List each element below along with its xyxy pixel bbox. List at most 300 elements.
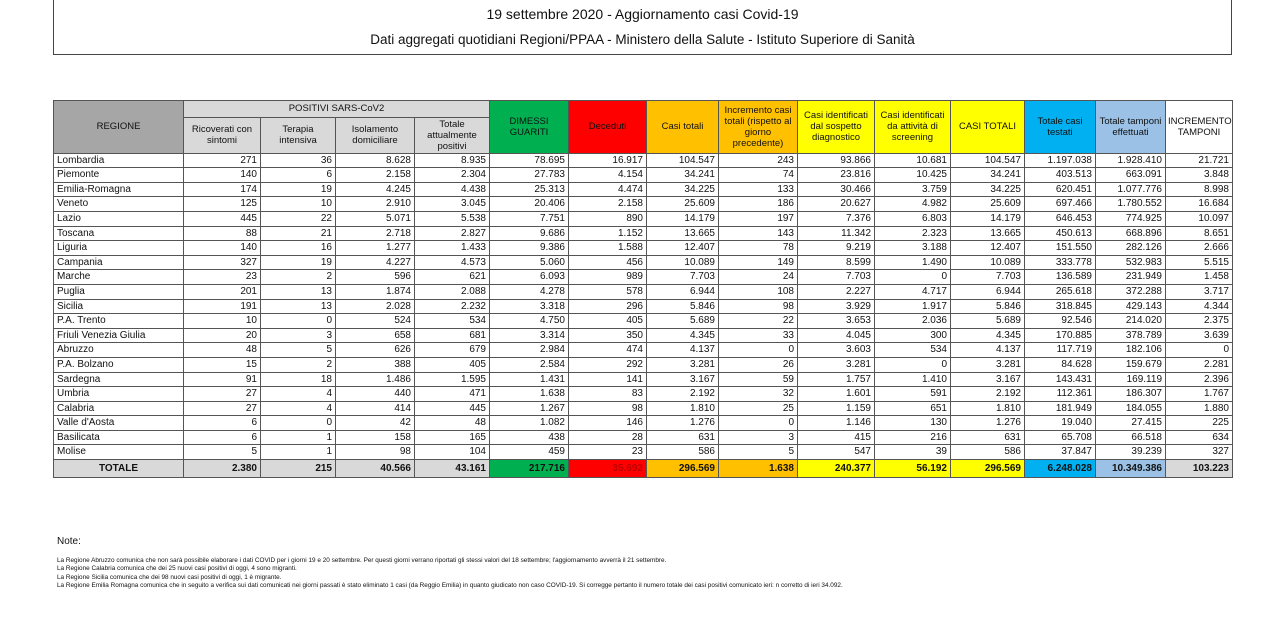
header-screening: Casi identificati da attività di screening — [875, 101, 951, 154]
cell-sospetto: 3.653 — [798, 314, 875, 329]
table-row — [54, 372, 1233, 387]
cell-incremento: 25 — [719, 401, 798, 416]
cell-tamponi: 1.928.410 — [1096, 153, 1166, 168]
cell-casi-totali-2: 5.689 — [951, 314, 1025, 329]
cell-dimessi: 4.750 — [490, 314, 569, 329]
cell-isolamento: 8.628 — [336, 153, 415, 168]
cell-casi-totali: 2.192 — [647, 387, 719, 402]
header-incremento-casi: Incremento casi totali (rispetto al giorno precedente) — [719, 101, 798, 154]
cell-sospetto: 23.816 — [798, 168, 875, 183]
cell-casi-totali-2: 3.167 — [951, 372, 1025, 387]
cell-tamponi: 159.679 — [1096, 357, 1166, 372]
cell-casi-totali: 631 — [647, 430, 719, 445]
table-row — [54, 416, 1233, 431]
cell-casi-totali-2: 3.281 — [951, 357, 1025, 372]
cell-casi-totali: 13.665 — [647, 226, 719, 241]
cell-incremento: 32 — [719, 387, 798, 402]
cell-casi-totali: 1.276 — [647, 416, 719, 431]
cell-sospetto: 1.601 — [798, 387, 875, 402]
table-row — [54, 343, 1233, 358]
cell-ricoverati: 10 — [184, 314, 261, 329]
cell-tamponi: 27.415 — [1096, 416, 1166, 431]
cell-incremento-tamponi: 2.396 — [1166, 372, 1233, 387]
header-casi-totali-2: CASI TOTALI — [951, 101, 1025, 154]
cell-incremento-tamponi: 2.281 — [1166, 357, 1233, 372]
cell-deceduti: 474 — [569, 343, 647, 358]
cell-screening: 130 — [875, 416, 951, 431]
table-row — [54, 357, 1233, 372]
cell-casi-totali: 34.225 — [647, 182, 719, 197]
cell-screening: 534 — [875, 343, 951, 358]
cell-ricoverati: 445 — [184, 211, 261, 226]
cell-incremento-tamponi: 16.684 — [1166, 197, 1233, 212]
cell-regione: Veneto — [54, 197, 184, 212]
cell-totale-positivi: 2.827 — [415, 226, 490, 241]
cell-incremento: 3 — [719, 430, 798, 445]
cell-regione: Basilicata — [54, 430, 184, 445]
table-row — [54, 226, 1233, 241]
header-dimessi: DIMESSI GUARITI — [490, 101, 569, 154]
cell-tamponi: 668.896 — [1096, 226, 1166, 241]
total-sospetto: 240.377 — [798, 460, 875, 478]
cell-dimessi: 2.984 — [490, 343, 569, 358]
cell-screening: 300 — [875, 328, 951, 343]
cell-casi-totali: 3.167 — [647, 372, 719, 387]
cell-terapia: 2 — [261, 357, 336, 372]
cell-totale-positivi: 165 — [415, 430, 490, 445]
table-row — [54, 401, 1233, 416]
report-header — [53, 0, 1232, 55]
covid-data-table — [53, 100, 1233, 478]
cell-sospetto: 2.227 — [798, 284, 875, 299]
cell-totale-positivi: 5.538 — [415, 211, 490, 226]
cell-sospetto: 3.929 — [798, 299, 875, 314]
cell-casi-totali-2: 10.089 — [951, 255, 1025, 270]
cell-dimessi: 438 — [490, 430, 569, 445]
cell-ricoverati: 327 — [184, 255, 261, 270]
header-sospetto-diagnostico: Casi identificati dal sospetto diagnostico — [798, 101, 875, 154]
total-casi-totali: 296.569 — [647, 460, 719, 478]
cell-isolamento: 1.277 — [336, 241, 415, 256]
cell-terapia: 10 — [261, 197, 336, 212]
cell-casi-totali: 34.241 — [647, 168, 719, 183]
cell-incremento: 186 — [719, 197, 798, 212]
cell-incremento-tamponi: 327 — [1166, 445, 1233, 460]
cell-tamponi: 182.106 — [1096, 343, 1166, 358]
cell-terapia: 1 — [261, 445, 336, 460]
cell-ricoverati: 191 — [184, 299, 261, 314]
cell-dimessi: 25.313 — [490, 182, 569, 197]
cell-incremento: 98 — [719, 299, 798, 314]
cell-casi-totali-2: 104.547 — [951, 153, 1025, 168]
cell-isolamento: 626 — [336, 343, 415, 358]
cell-casi-totali-2: 7.703 — [951, 270, 1025, 285]
cell-testati: 151.550 — [1025, 241, 1096, 256]
cell-terapia: 36 — [261, 153, 336, 168]
header-totale-positivi: Totale attualmente positivi — [415, 117, 490, 153]
cell-ricoverati: 23 — [184, 270, 261, 285]
cell-testati: 181.949 — [1025, 401, 1096, 416]
table-row — [54, 314, 1233, 329]
total-ricoverati: 2.380 — [184, 460, 261, 478]
cell-dimessi: 1.267 — [490, 401, 569, 416]
cell-deceduti: 292 — [569, 357, 647, 372]
cell-casi-totali: 5.846 — [647, 299, 719, 314]
note-line: La Regione Abruzzo comunica che non sarà possibile elaborare i dati COVID per i giorni 19 e 20 settembre. Per questi giorni verrano riportati gli stessi valori del 18 settembre; l'aggiornamento avverrà il 21 settembre. — [57, 557, 667, 565]
total-deceduti: 35.692 — [569, 460, 647, 478]
cell-testati: 620.451 — [1025, 182, 1096, 197]
cell-screening: 39 — [875, 445, 951, 460]
cell-casi-totali-2: 2.192 — [951, 387, 1025, 402]
cell-totale-positivi: 2.304 — [415, 168, 490, 183]
cell-screening: 0 — [875, 270, 951, 285]
total-terapia: 215 — [261, 460, 336, 478]
cell-regione: Umbria — [54, 387, 184, 402]
cell-incremento: 59 — [719, 372, 798, 387]
cell-tamponi: 663.091 — [1096, 168, 1166, 183]
cell-sospetto: 3.603 — [798, 343, 875, 358]
cell-ricoverati: 201 — [184, 284, 261, 299]
cell-totale-positivi: 104 — [415, 445, 490, 460]
cell-deceduti: 4.474 — [569, 182, 647, 197]
cell-casi-totali: 12.407 — [647, 241, 719, 256]
table-row — [54, 241, 1233, 256]
table-row — [54, 168, 1233, 183]
table-row — [54, 153, 1233, 168]
cell-sospetto: 547 — [798, 445, 875, 460]
cell-ricoverati: 271 — [184, 153, 261, 168]
cell-tamponi: 39.239 — [1096, 445, 1166, 460]
cell-incremento-tamponi: 2.375 — [1166, 314, 1233, 329]
total-regione: TOTALE — [54, 460, 184, 478]
cell-isolamento: 5.071 — [336, 211, 415, 226]
cell-dimessi: 78.695 — [490, 153, 569, 168]
cell-screening: 1.410 — [875, 372, 951, 387]
cell-casi-totali-2: 6.944 — [951, 284, 1025, 299]
cell-regione: Lombardia — [54, 153, 184, 168]
cell-regione: Molise — [54, 445, 184, 460]
cell-incremento: 5 — [719, 445, 798, 460]
cell-sospetto: 3.281 — [798, 357, 875, 372]
cell-casi-totali-2: 1.810 — [951, 401, 1025, 416]
cell-isolamento: 524 — [336, 314, 415, 329]
cell-incremento: 78 — [719, 241, 798, 256]
cell-dimessi: 1.638 — [490, 387, 569, 402]
cell-testati: 136.589 — [1025, 270, 1096, 285]
header-incremento-tamponi: INCREMENTO TAMPONI — [1166, 101, 1233, 154]
cell-sospetto: 93.866 — [798, 153, 875, 168]
cell-tamponi: 378.789 — [1096, 328, 1166, 343]
cell-totale-positivi: 1.595 — [415, 372, 490, 387]
cell-casi-totali-2: 631 — [951, 430, 1025, 445]
cell-ricoverati: 6 — [184, 430, 261, 445]
cell-regione: P.A. Bolzano — [54, 357, 184, 372]
cell-ricoverati: 125 — [184, 197, 261, 212]
cell-terapia: 0 — [261, 314, 336, 329]
cell-deceduti: 23 — [569, 445, 647, 460]
cell-terapia: 21 — [261, 226, 336, 241]
cell-casi-totali: 586 — [647, 445, 719, 460]
note-line: La Regione Emilia Romagna comunica che in seguito a verifica sui dati comunicati nei giorni passati è stato eliminato 1 casi (da Reggio Emilia) in quanto giudicato non caso COVID-19. Si corregge pertanto il numero totale dei casi positivi comunicato ieri: n corretto di ieri 34.092. — [57, 581, 843, 589]
total-row — [54, 460, 1233, 478]
cell-testati: 37.847 — [1025, 445, 1096, 460]
cell-totale-positivi: 3.045 — [415, 197, 490, 212]
cell-tamponi: 214.020 — [1096, 314, 1166, 329]
cell-regione: Abruzzo — [54, 343, 184, 358]
cell-terapia: 19 — [261, 255, 336, 270]
cell-deceduti: 146 — [569, 416, 647, 431]
cell-deceduti: 456 — [569, 255, 647, 270]
cell-dimessi: 2.584 — [490, 357, 569, 372]
total-incremento-tamponi: 103.223 — [1166, 460, 1233, 478]
cell-testati: 112.361 — [1025, 387, 1096, 402]
cell-regione: Sardegna — [54, 372, 184, 387]
cell-regione: Friuli Venezia Giulia — [54, 328, 184, 343]
cell-dimessi: 459 — [490, 445, 569, 460]
cell-isolamento: 1.486 — [336, 372, 415, 387]
cell-screening: 2.323 — [875, 226, 951, 241]
report-subtitle: Dati aggregati quotidiani Regioni/PPAA - Ministero della Salute - Istituto Superiore di Sanità — [370, 32, 915, 47]
header-casi-testati: Totale casi testati — [1025, 101, 1096, 154]
header-regione: REGIONE — [54, 101, 184, 154]
cell-sospetto: 8.599 — [798, 255, 875, 270]
cell-casi-totali: 25.609 — [647, 197, 719, 212]
cell-dimessi: 6.093 — [490, 270, 569, 285]
cell-tamponi: 372.288 — [1096, 284, 1166, 299]
cell-totale-positivi: 471 — [415, 387, 490, 402]
cell-incremento-tamponi: 225 — [1166, 416, 1233, 431]
cell-deceduti: 28 — [569, 430, 647, 445]
cell-ricoverati: 140 — [184, 168, 261, 183]
cell-ricoverati: 140 — [184, 241, 261, 256]
notes-title: Note: — [57, 536, 81, 547]
cell-casi-totali: 1.810 — [647, 401, 719, 416]
cell-deceduti: 16.917 — [569, 153, 647, 168]
cell-dimessi: 7.751 — [490, 211, 569, 226]
cell-deceduti: 1.588 — [569, 241, 647, 256]
total-incremento: 1.638 — [719, 460, 798, 478]
cell-incremento: 197 — [719, 211, 798, 226]
cell-tamponi: 1.077.776 — [1096, 182, 1166, 197]
cell-dimessi: 9.686 — [490, 226, 569, 241]
cell-incremento-tamponi: 3.717 — [1166, 284, 1233, 299]
cell-terapia: 22 — [261, 211, 336, 226]
cell-sospetto: 7.376 — [798, 211, 875, 226]
cell-sospetto: 20.627 — [798, 197, 875, 212]
cell-isolamento: 440 — [336, 387, 415, 402]
cell-deceduti: 989 — [569, 270, 647, 285]
table-row — [54, 387, 1233, 402]
cell-tamponi: 532.983 — [1096, 255, 1166, 270]
cell-terapia: 19 — [261, 182, 336, 197]
header-isolamento: Isolamento domiciliare — [336, 117, 415, 153]
cell-testati: 318.845 — [1025, 299, 1096, 314]
cell-ricoverati: 48 — [184, 343, 261, 358]
cell-testati: 265.618 — [1025, 284, 1096, 299]
cell-screening: 6.803 — [875, 211, 951, 226]
cell-terapia: 6 — [261, 168, 336, 183]
cell-totale-positivi: 445 — [415, 401, 490, 416]
cell-incremento-tamponi: 2.666 — [1166, 241, 1233, 256]
table-row — [54, 211, 1233, 226]
cell-testati: 403.513 — [1025, 168, 1096, 183]
header-terapia-intensiva: Terapia intensiva — [261, 117, 336, 153]
cell-isolamento: 2.910 — [336, 197, 415, 212]
cell-incremento-tamponi: 634 — [1166, 430, 1233, 445]
cell-incremento: 24 — [719, 270, 798, 285]
header-positivi-group: POSITIVI SARS-CoV2 — [184, 101, 490, 118]
cell-sospetto: 4.045 — [798, 328, 875, 343]
cell-screening: 1.490 — [875, 255, 951, 270]
cell-incremento: 0 — [719, 343, 798, 358]
cell-regione: Calabria — [54, 401, 184, 416]
cell-incremento-tamponi: 1.767 — [1166, 387, 1233, 402]
cell-regione: Piemonte — [54, 168, 184, 183]
note-line: La Regione Calabria comunica che dei 25 nuovi casi positivi di oggi, 4 sono migranti. — [57, 565, 297, 573]
cell-isolamento: 158 — [336, 430, 415, 445]
cell-screening: 3.759 — [875, 182, 951, 197]
cell-screening: 1.917 — [875, 299, 951, 314]
cell-dimessi: 3.318 — [490, 299, 569, 314]
cell-ricoverati: 15 — [184, 357, 261, 372]
cell-sospetto: 415 — [798, 430, 875, 445]
cell-tamponi: 66.518 — [1096, 430, 1166, 445]
cell-sospetto: 30.466 — [798, 182, 875, 197]
cell-casi-totali-2: 1.276 — [951, 416, 1025, 431]
cell-terapia: 4 — [261, 387, 336, 402]
cell-testati: 1.197.038 — [1025, 153, 1096, 168]
cell-terapia: 13 — [261, 284, 336, 299]
header-ricoverati: Ricoverati con sintomi — [184, 117, 261, 153]
cell-incremento-tamponi: 8.651 — [1166, 226, 1233, 241]
cell-casi-totali-2: 34.225 — [951, 182, 1025, 197]
total-dimessi: 217.716 — [490, 460, 569, 478]
cell-isolamento: 658 — [336, 328, 415, 343]
cell-deceduti: 405 — [569, 314, 647, 329]
cell-regione: Puglia — [54, 284, 184, 299]
cell-deceduti: 141 — [569, 372, 647, 387]
cell-testati: 19.040 — [1025, 416, 1096, 431]
table-row — [54, 445, 1233, 460]
cell-incremento: 74 — [719, 168, 798, 183]
cell-isolamento: 42 — [336, 416, 415, 431]
cell-isolamento: 2.718 — [336, 226, 415, 241]
cell-isolamento: 388 — [336, 357, 415, 372]
cell-terapia: 3 — [261, 328, 336, 343]
cell-ricoverati: 91 — [184, 372, 261, 387]
cell-isolamento: 4.245 — [336, 182, 415, 197]
cell-dimessi: 4.278 — [490, 284, 569, 299]
cell-screening: 4.982 — [875, 197, 951, 212]
cell-incremento-tamponi: 21.721 — [1166, 153, 1233, 168]
cell-incremento: 143 — [719, 226, 798, 241]
cell-totale-positivi: 621 — [415, 270, 490, 285]
cell-totale-positivi: 2.088 — [415, 284, 490, 299]
cell-totale-positivi: 681 — [415, 328, 490, 343]
cell-incremento-tamponi: 1.458 — [1166, 270, 1233, 285]
cell-isolamento: 98 — [336, 445, 415, 460]
cell-regione: Lazio — [54, 211, 184, 226]
cell-ricoverati: 20 — [184, 328, 261, 343]
table-row — [54, 255, 1233, 270]
cell-dimessi: 1.082 — [490, 416, 569, 431]
table-row — [54, 328, 1233, 343]
cell-deceduti: 578 — [569, 284, 647, 299]
cell-testati: 117.719 — [1025, 343, 1096, 358]
cell-tamponi: 774.925 — [1096, 211, 1166, 226]
cell-casi-totali: 6.944 — [647, 284, 719, 299]
cell-terapia: 16 — [261, 241, 336, 256]
cell-regione: Liguria — [54, 241, 184, 256]
total-isolamento: 40.566 — [336, 460, 415, 478]
cell-testati: 450.613 — [1025, 226, 1096, 241]
table-row — [54, 430, 1233, 445]
cell-casi-totali-2: 586 — [951, 445, 1025, 460]
table-row — [54, 270, 1233, 285]
notes-section — [57, 538, 843, 590]
cell-totale-positivi: 8.935 — [415, 153, 490, 168]
cell-incremento-tamponi: 1.880 — [1166, 401, 1233, 416]
cell-screening: 216 — [875, 430, 951, 445]
cell-isolamento: 2.158 — [336, 168, 415, 183]
cell-sospetto: 1.757 — [798, 372, 875, 387]
cell-tamponi: 184.055 — [1096, 401, 1166, 416]
cell-ricoverati: 27 — [184, 387, 261, 402]
cell-casi-totali-2: 4.345 — [951, 328, 1025, 343]
cell-incremento: 133 — [719, 182, 798, 197]
cell-testati: 170.885 — [1025, 328, 1096, 343]
cell-totale-positivi: 4.438 — [415, 182, 490, 197]
cell-tamponi: 231.949 — [1096, 270, 1166, 285]
cell-dimessi: 9.386 — [490, 241, 569, 256]
note-line: La Regione Sicilia comunica che dei 98 nuovi casi positivi di oggi, 1 è migrante. — [57, 573, 282, 581]
cell-incremento-tamponi: 10.097 — [1166, 211, 1233, 226]
cell-casi-totali: 14.179 — [647, 211, 719, 226]
cell-incremento-tamponi: 0 — [1166, 343, 1233, 358]
cell-tamponi: 186.307 — [1096, 387, 1166, 402]
cell-screening: 0 — [875, 357, 951, 372]
cell-ricoverati: 27 — [184, 401, 261, 416]
cell-casi-totali-2: 4.137 — [951, 343, 1025, 358]
cell-dimessi: 1.431 — [490, 372, 569, 387]
cell-incremento-tamponi: 5.515 — [1166, 255, 1233, 270]
cell-screening: 651 — [875, 401, 951, 416]
cell-incremento: 22 — [719, 314, 798, 329]
cell-totale-positivi: 1.433 — [415, 241, 490, 256]
total-screening: 56.192 — [875, 460, 951, 478]
cell-testati: 143.431 — [1025, 372, 1096, 387]
total-casi-totali-2: 296.569 — [951, 460, 1025, 478]
cell-casi-totali: 5.689 — [647, 314, 719, 329]
cell-incremento: 33 — [719, 328, 798, 343]
cell-ricoverati: 88 — [184, 226, 261, 241]
cell-isolamento: 1.874 — [336, 284, 415, 299]
cell-casi-totali-2: 5.846 — [951, 299, 1025, 314]
cell-dimessi: 20.406 — [490, 197, 569, 212]
cell-ricoverati: 5 — [184, 445, 261, 460]
table-row — [54, 299, 1233, 314]
cell-regione: Campania — [54, 255, 184, 270]
cell-dimessi: 5.060 — [490, 255, 569, 270]
cell-screening: 3.188 — [875, 241, 951, 256]
cell-deceduti: 350 — [569, 328, 647, 343]
cell-totale-positivi: 2.232 — [415, 299, 490, 314]
cell-isolamento: 596 — [336, 270, 415, 285]
total-testati: 6.248.028 — [1025, 460, 1096, 478]
cell-casi-totali-2: 14.179 — [951, 211, 1025, 226]
cell-deceduti: 890 — [569, 211, 647, 226]
cell-regione: P.A. Trento — [54, 314, 184, 329]
